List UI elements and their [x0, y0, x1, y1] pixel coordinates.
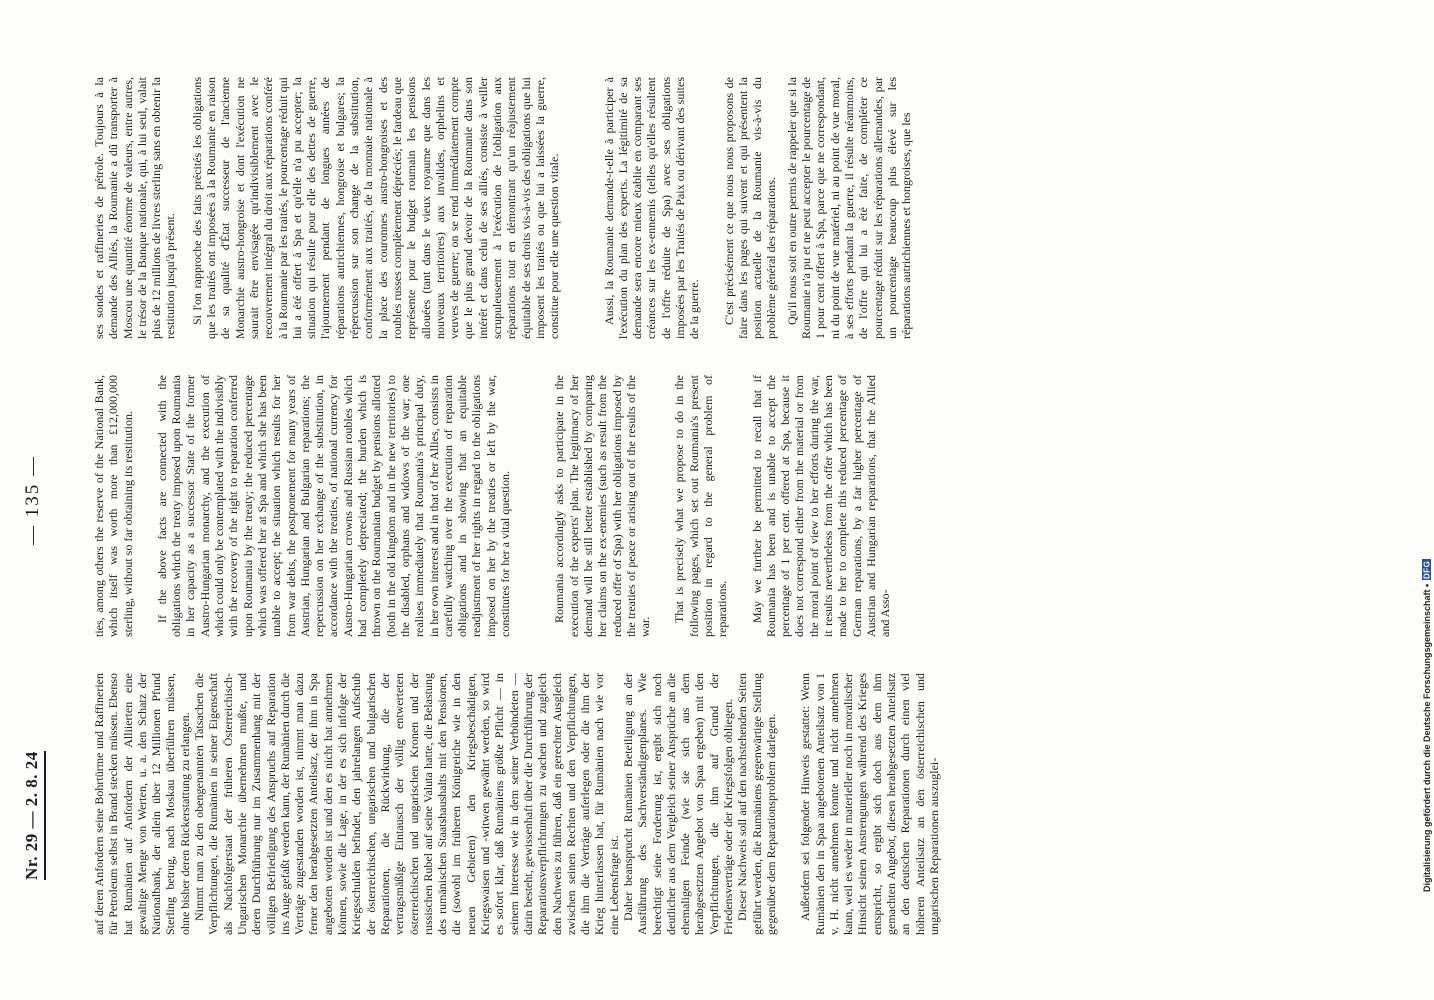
german-paragraph: Daher beansprucht Rumänien Beteiligung an der Ausführung des Sachverständigenplanes. Wie berechtigt seine Forderung ist, ergibt sich noch deutlicher aus dem Vergleich seiner Ansprüche an die ehemaligen Feinde (wie sie sich aus dem herabgesetzten Angebot von Spaa ergeben) mit den Verpflichtungen, die ihm auf Grund der Friedensverträge oder der Kriegsfolgen obliegen.	[620, 673, 736, 935]
english-paragraph: ties, among others the reserve of the National Bank, which itself was worth more than £12,000,000 sterling, without so far obtaining its restitution.	[92, 375, 135, 637]
french-paragraph: Si l'on rapproche des faits précités les obligations que les traités ont imposées à la Roumanie en raison de sa qualité d'État successeur de l'ancienne Monarchie austro-hongroise et dont l'exécution ne saurait être envisagée qu'indivisiblement avec le recouvrement intégral du droit aux réparations conféré à la Roumanie par les traités, le pourcentage réduit qui lui a été offert à Spa et qu'elle n'a pu accepter; la situation qui résulte pour elle des dettes de guerre, l'ajournement pendant de longues années de réparations autrichiennes, hongroise et bulgares; la répercussion sur son change de la substitution, conformément aux traités, de la monnaie nationale à la place des couronnes austro-hongroises et des roubles russes complètement dépréciés; le fardeau que représente pour le budget roumain les pensions allouées (tant dans le vieux royaume que dans les nouveaux territoires) aux invalides, orphelins et veuves de guerre; on se rend immédiatement compte que le plus grand devoir de la Roumanie dans son intérêt et dans celui de ses alliés, consiste à veiller scrupuleusement à l'exécution de l'obligation aux réparations tout en démontrant qu'un réajustement équitable de ses droits vis-à-vis des obligations que lui imposent les traités ou que lui a laissées la guerre, constitue pour elle une question vitale.	[189, 77, 562, 339]
digitization-credit-text: Digitalisierung gefördert durch die Deutsche Forschungsgemeinschaft •	[1422, 583, 1432, 892]
german-paragraph: auf deren Anfordern seine Bohrtürme und Raffinerien für Petroleum selbst in Brand stecken müssen. Ebenso hat Rumänien auf Anfordern der Alliierten eine gewaltige Menge von Werten, u. a. den Schatz der Nationalbank, der allein über 12 Millionen Pfund Sterling betrug, nach Moskau überführen müssen, ohne bisher deren Rückerstattung zu erlangen.	[92, 673, 192, 935]
issue-header: Nr. 29 — 2. 8. 24	[22, 751, 46, 880]
english-paragraph: May we further be permitted to recall that if Roumania has been and is unable to accept the percentage of 1 per cent. offered at Spa, because it does not correspond either from the material or from the moral point of view to her efforts during the war, it results nevertheless from the offer which has been made to her to complete this reduced percentage of German reparations, by a far higher percentage of Austrian and Hungarian reparations, that the Allied and Asso-	[749, 375, 893, 637]
french-paragraph: C'est précisément ce que nous nous proposons de faire dans les pages qui suivent et qui présentent la position actuelle de la Roumanie vis-à-vis du problème général des réparations.	[721, 77, 779, 339]
german-paragraph: Außerdem sei folgender Hinweis gestattet: Wenn Rumänien den in Spaa angebotenen Anteilsatz von 1 v. H. nicht annehmen konnte und nicht annehmen kann, weil es weder in materieller noch in moralischer Hinsicht seinen Anstrengungen während des Krieges entspricht, so ergibt sich doch aus dem ihm gemachten Angebot, diesen herabgesetzten Anteilsatz an den deutschen Reparationen durch einen viel höheren Anteilsatz an den österreichischen und ungarischen Reparationen auszuglei-	[798, 673, 941, 935]
digitization-credit	[1422, 12, 1432, 892]
french-paragraph: ses sondes et raffineries de pétrole. Toujours à la demande des Alliés, la Roumanie a dû transporter à Moscou une quantité énorme de valeurs, entre autres, le trésor de la Banque nationale, qui, à lui seul, valait plus de 12 millions de livres sterling sans en obtenir la restitution jusqu'à présent.	[92, 77, 178, 339]
german-column	[92, 673, 972, 935]
german-paragraph: Nimmt man zu den obengenannten Tatsachen die Verpflichtungen, die Rumänien in seiner Eigenschaft als Nachfolgerstaat der früheren Österreichisch-Ungarischen Monarchie übernehmen mußte, und deren Durchführung nur im Zusammenhang mit der völligen Befriedigung des Anspruchs auf Reparation ins Auge gefaßt werden kann, der Rumänien durch die Verträge zugestanden worden ist, nimmt man dazu ferner den herabgesetzten Anteilsatz, der ihm in Spa angeboten worden ist und den es nicht hat annehmen können, sowie die Lage, in der es sich infolge der Kriegsschulden befindet, den jahrelangen Aufschub der österreichischen, ungarischen und bulgarischen Reparationen, die Rückwirkung, die der vertragsmäßige Eintausch der völlig entwerteten österreichischen und ungarischen Kronen und der russischen Rubel auf seine Valuta hatte, die Belastung des rumänischen Staatshaushalts mit den Pensionen, die (sowohl im früheren Königreiche wie in den neuen Gebieten) den Kriegsbeschädigten, Kriegswaisen und -witwen gewährt werden, so wird es sofort klar, daß Rumäniens größte Pflicht — in seinem Interesse wie in dem seiner Verbündeten — darin besteht, gewissenhaft über die Durchführung der Reparationsverpflichtungen zu wachen und zugleich den Nachweis zu führen, daß ein gerechter Ausgleich zwischen seinen Rechten und den Verpflichtungen, die ihm die Verträge auferlegen oder die ihm der Krieg hinterlassen hat, für Rumänien nach wie vor eine Lebensfrage ist.	[192, 673, 621, 935]
dfg-logo: DFG	[1422, 560, 1432, 579]
french-paragraph: Aussi, la Roumanie demande-t-elle à participer à l'exécution du plan des experts. La légitimité de sa demande sera encore mieux établie en comparant ses créances sur les ex-ennemis (telles qu'elles résultent de l'offre réduite de Spa) avec ses obligations imposées par les Traités de Paix ou dérivant des suites de la guerre.	[601, 77, 702, 339]
english-column	[92, 375, 972, 637]
english-paragraph: If the above facts are connected with the obligations which the treaty imposed upon Roumania in her capacity as a successor State of the former Austro-Hungarian monarchy, and the execution of which could only be contemplated with the indivisibly with the recovery of the right to reparation conferred upon Roumania by the treaty; the reduced percentage which was offered her at Spa and which she has been unable to accept; the situation which results for her from war debts, the postponement for many years of Austrian, Hungarian and Bulgarian reparations; the repercussion on her exchange of the substitution, in accordance with the treaties, of national currency for Austro-Hungarian crowns and Russian roubles which had completely depreciated; the burden which is thrown on the Roumanian budget by pensions allotted (both in the old kingdom and in the new territories) to the disabled, orphans and widows of the war; one realises immediately that Roumania's principal duty, in her own interest and in that of her Allies, consists in carefully watching over the execution of reparation obligations and in showing that an equitable readjustment of her rights in regard to the obligations imposed on her by the treaties or left by the war, constitutes for her a vital question.	[154, 375, 513, 637]
english-paragraph: That is precisely what we propose to do in the following pages, which set out Roumania's present position in regard to the general problem of reparations.	[672, 375, 730, 637]
english-paragraph: Roumania accordingly asks to participate in the execution of the experts' plan. The legitimacy of her demand will be still better established by comparing her claims on the ex-enemies (such as result from the reduced offer of Spa) with her obligations imposed by the treaties of peace or arising out of the results of the war.	[552, 375, 653, 637]
page-number: — 135 —	[22, 455, 43, 545]
french-paragraph: Qu'il nous soit en outre permis de rappeler que si la Roumanie n'a pu et ne peut accepter le pourcentage de 1 pour cent offert à Spa, parce que ne correspondant, ni du point de vue matériel, ni au point de vue moral, à ses efforts pendant la guerre, il résulte néanmoins, de l'offre qui lui a été faite, de compléter ce pourcentage réduit sur les réparations allemandes, par un pourcentage beaucoup plus élevé sur les réparations autrichiennes et hongroises, que les	[784, 77, 914, 339]
french-column	[92, 77, 972, 339]
german-paragraph: Dieser Nachweis soll auf den nachstehenden Seiten geführt werden, die Rumäniens gegenwärtige Stellung gegenüber dem Reparationsproblem darlegen.	[735, 673, 778, 935]
